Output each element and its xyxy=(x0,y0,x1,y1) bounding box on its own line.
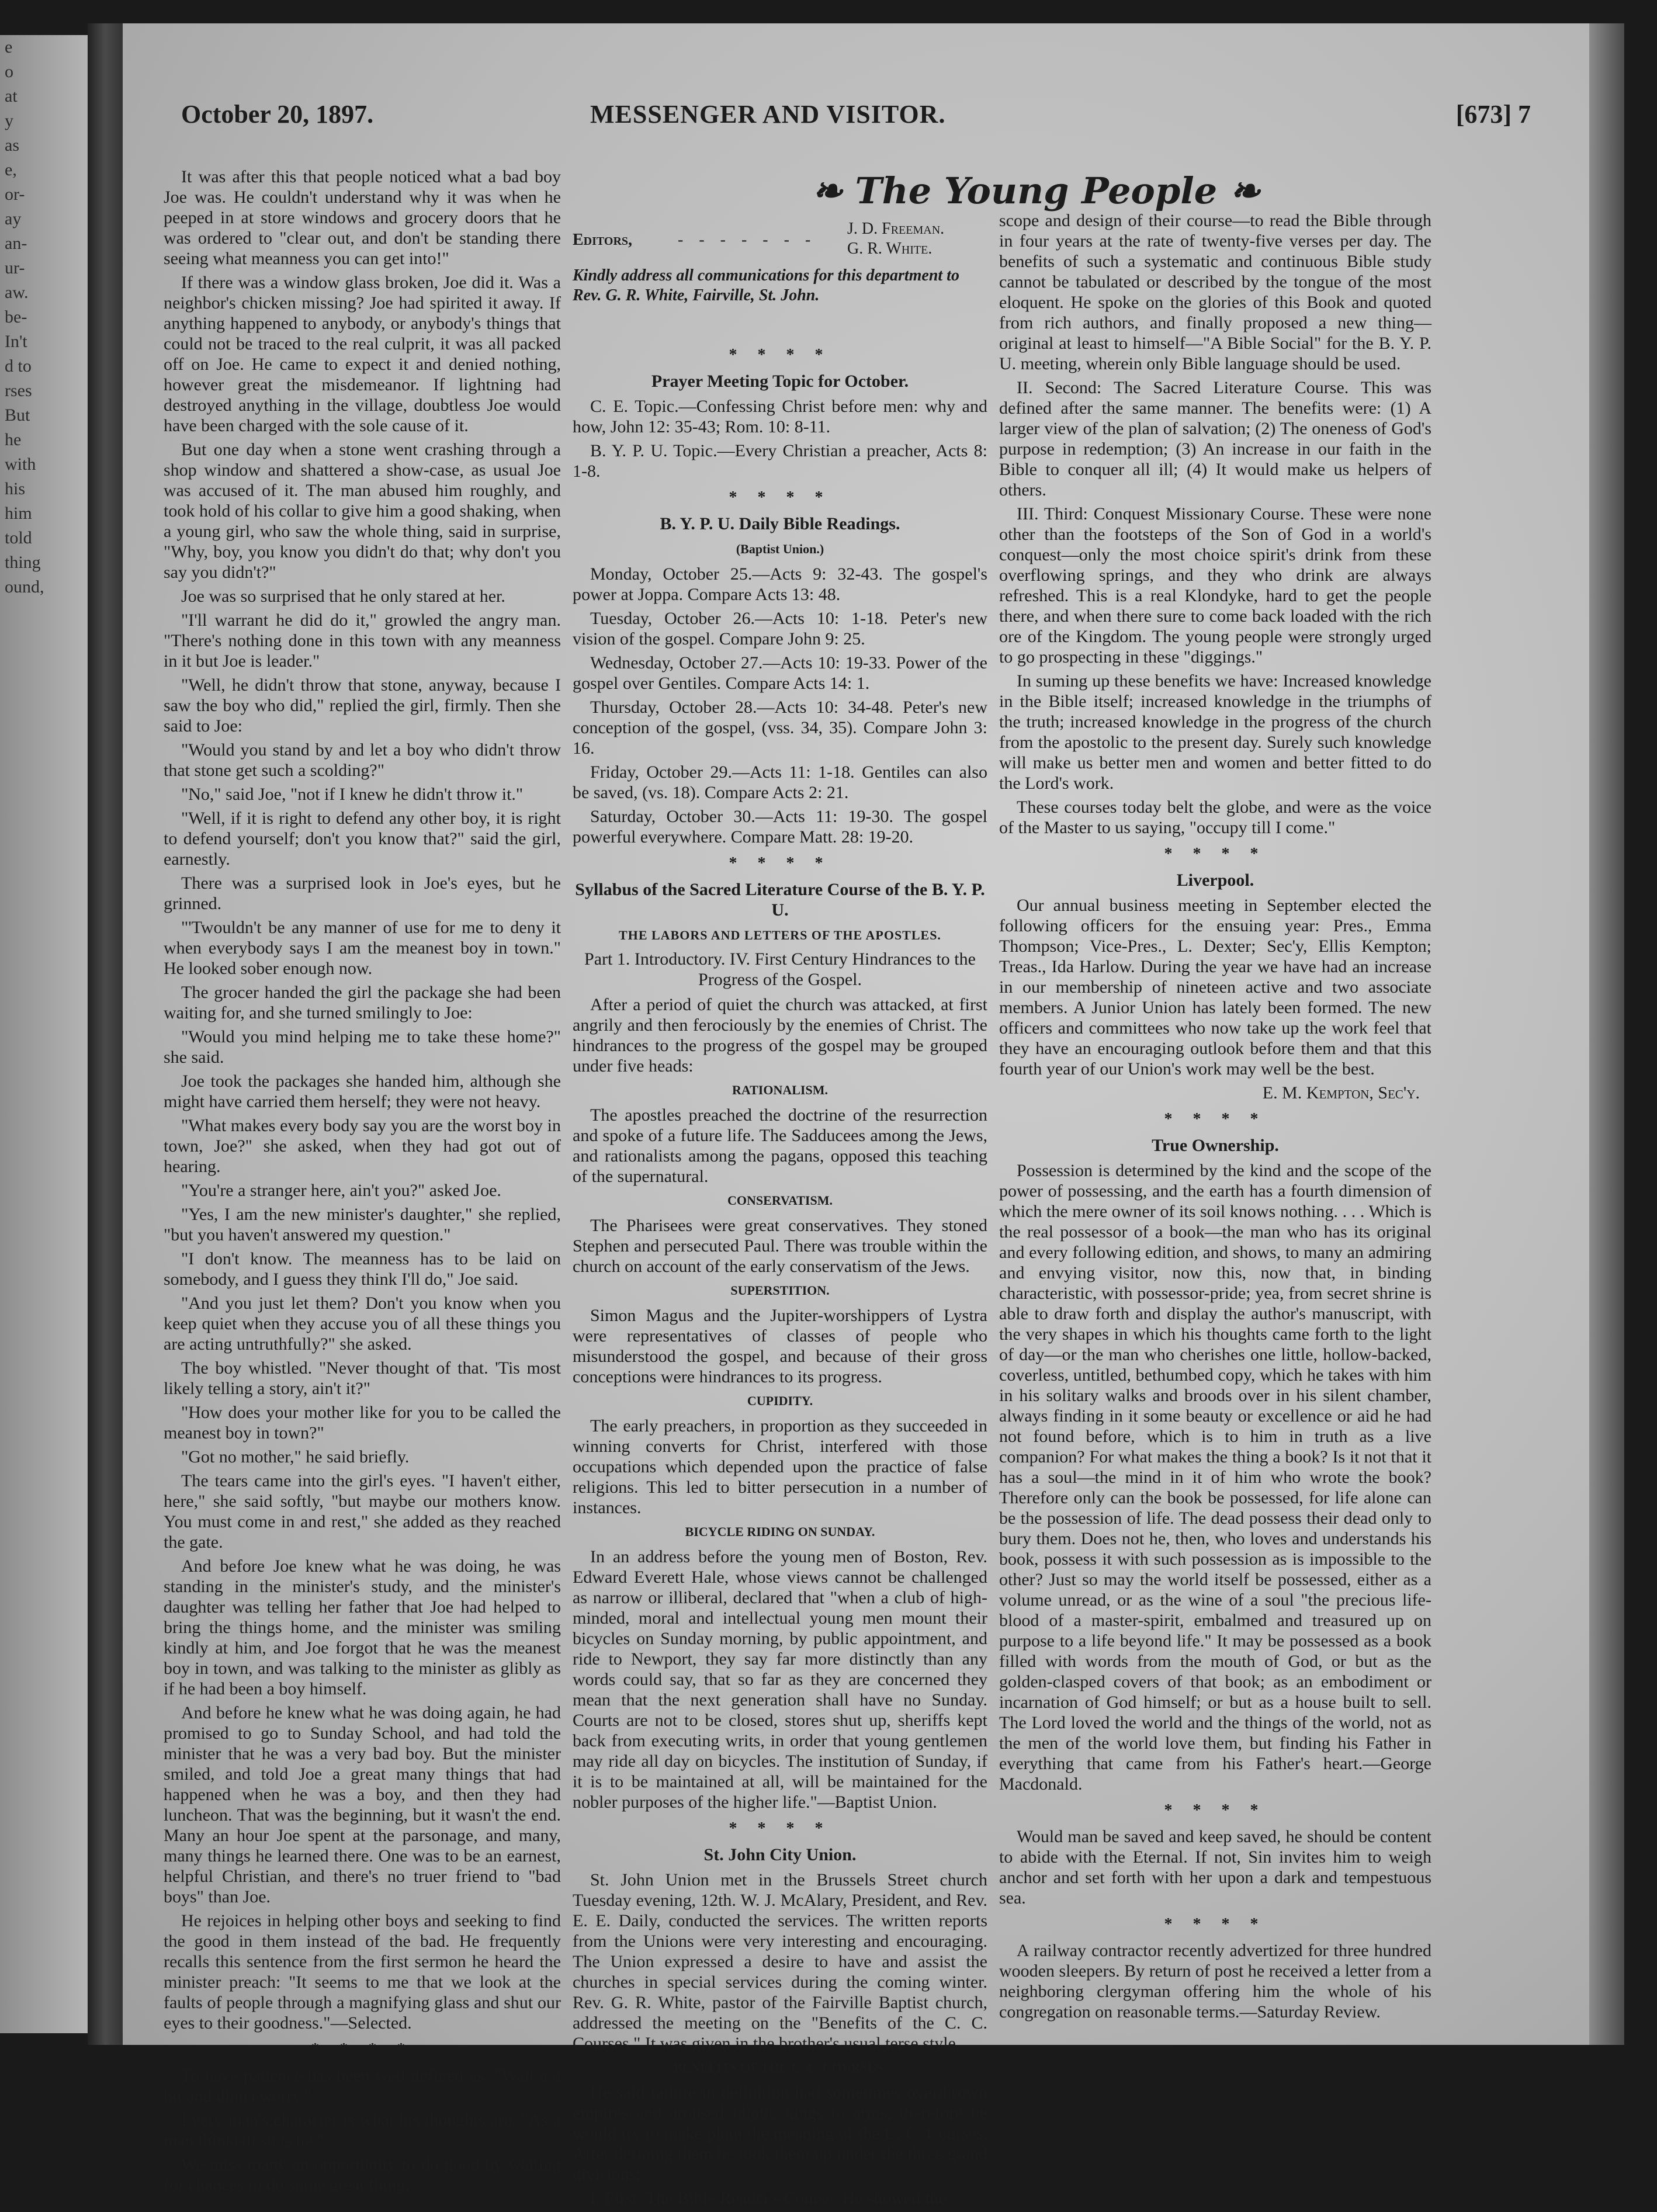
column-2 xyxy=(573,339,987,2212)
paragraph: There was a surprised look in Joe's eyes, but he grinned. xyxy=(164,873,561,913)
paragraph: "And you just let them? Don't you know when you keep quiet when they accuse you of all these things you are acting untruthfully?" she asked. xyxy=(164,1294,561,1354)
separator-stars: * * * * xyxy=(729,346,831,364)
separator-stars: * * * * xyxy=(729,1819,831,1837)
paragraph: Possession is determined by the kind and the scope of the power of possessing, and the earth has a fourth dimension of which the mere owner of its soil knows nothing. . . . Which is the real possessor of a book—the man who has its original and every following edition, and shows, to many an admiring and envying visitor, now this, now that, in binding characteristic, with possessor-pride; yea, from secret shrine is able to draw forth and display the author's manuscript, with the very shapes in which his thoughts came forth to the light of day—or the man who cherishes one little, hollow-backed, coverless, untitled, bethumbed copy, which he takes with him in his solitary walks and broods over in his silent chamber, always finding in it some beauty or excellence or aid he had not found before, which is to him in truth as a live companion? For what makes the thing a book? Is it not that it has a soul—the mind in it of him who wrote the book? Therefore only can the book be possessed, for life alone can be the possession of life. The dead possess their dead only to bury them. Does not he, then, who loves and understands his book, possess it with such possession as is impossible to the other? Just so may the world itself be possessed, either as a volume unread, or as the wine of a soul "the precious life-blood of a master-spirit, embalmed and treasured up on purpose to a life beyond life." It may be possessed as a book filled with words from the mouth of God, or but as the golden-clasped covers of that book; as an embodiment or incarnation of God himself; or but as a house built to sell. The Lord loved the world and the things of the world, not as the men of the world love them, but finding his Father in everything that came from his Father's heart.—George Macdonald. xyxy=(999,1161,1431,1794)
paragraph: "How does your mother like for you to be called the meanest boy in town?" xyxy=(164,1403,561,1443)
paragraph: scope and design of their course—to read the Bible through in four years at the rate of twenty-five verses per day. The benefits of such a systematic and continuous Bible study cannot be tabulated or described by the tongue of the most eloquent. He spoke on the glories of this Book and quoted from rich authors, and finally proposed a new thing—original at least to himself—"A Bible Social" for the B. Y. P. U. meeting, wherein only Bible language should be used. xyxy=(999,211,1431,373)
editors-leader: - - - - - - - xyxy=(678,231,817,249)
previous-page-fragment: But xyxy=(5,405,30,425)
paragraph: "Well, he didn't throw that stone, anyway, because I saw the boy who did," replied the girl, firmly. Then she said to Joe: xyxy=(164,675,561,736)
previous-page-fragment: he xyxy=(5,430,22,449)
separator-stars: * * * * xyxy=(1164,1915,1267,1933)
subheading: CONSERVATISM. xyxy=(727,1193,833,1208)
previous-page-fragment: told xyxy=(5,528,32,547)
syllabus-part: Part 1. Introductory. IV. First Century Hindrances to the Progress of the Gospel. xyxy=(584,949,976,989)
previous-page-fragment: rses xyxy=(5,381,32,400)
paragraph: These courses today belt the globe, and were as the voice of the Master to us saying, "occupy till I come." xyxy=(999,798,1431,837)
previous-page-fragment: e xyxy=(5,37,13,57)
paragraph: "Would you stand by and let a boy who didn't throw that stone get such a scolding?" xyxy=(164,740,561,780)
previous-page-fragment: ay xyxy=(5,209,22,228)
separator-stars: * * * * xyxy=(1164,1801,1267,1819)
book-gutter xyxy=(88,23,123,2045)
section-title-text: The Young People xyxy=(855,169,1218,212)
editor-name: G. R. White. xyxy=(847,240,933,258)
paragraph: "Would you mind helping me to take these home?" she said. xyxy=(164,1027,561,1067)
paragraph: B. Y. P. U. Topic.—Every Christian a preacher, Acts 8: 1-8. xyxy=(573,441,987,481)
paragraph: "Yes, I am the new minister's daughter," she replied, "but you haven't answered my question." xyxy=(164,1205,561,1244)
paragraph: We miss many an opportunity to do good by waiting for chances to do some great thing. xyxy=(164,2155,561,2194)
editors-label: Editors, xyxy=(573,231,633,249)
separator-stars: * * * * xyxy=(311,2040,414,2058)
paragraph: The tears came into the girl's eyes. "I haven't either, here," she said softly, "but maybe our mothers know. You must come in and rest," she added as they reached the gate. xyxy=(164,1471,561,1552)
column-1 xyxy=(164,167,561,2199)
previous-page-fragment: In't xyxy=(5,332,27,351)
previous-page-fragment: ur- xyxy=(5,258,25,278)
readings-list xyxy=(573,564,987,847)
page-number: [673] 7 xyxy=(1455,100,1531,129)
previous-page-fragment: an- xyxy=(5,234,27,253)
subheading: BICYCLE RIDING ON SUNDAY. xyxy=(685,1524,875,1539)
paragraph: But one day when a stone went crashing through a shop window and shattered a show-case, as usual Joe was accused of it. The man abused him roughly, and took hold of his collar to give him a good shaking, when a young girl, who saw the whole thing, said in surprise, "Why, boy, you know you didn't do that; why don't you say you didn't?" xyxy=(164,440,561,582)
paragraph: The Pharisees were great conservatives. They stoned Stephen and persecuted Paul. There was trouble within the church on account of the early conservatism of the Jews. xyxy=(573,1216,987,1276)
paragraph: "'Twouldn't be any manner of use for me to deny it when everybody says I am the meanest boy in town." He looked sober enough now. xyxy=(164,918,561,978)
paragraph: He rejoices in helping other boys and seeking to find the good in them instead of the bad. He frequently recalls this sentence from the first sermon he heard the minister preach: "It seems to me that we look at the faults of people through a magnifying glass and shut our eyes to their goodness."—Selected. xyxy=(164,1911,561,2033)
short-items xyxy=(164,2065,561,2195)
previous-page-fragment: with xyxy=(5,455,36,474)
paragraph: It was after this that people noticed what a bad boy Joe was. He couldn't understand why it was when he peeped in at store windows and grocery doors that he was ordered to "clear out, and don't be standing there seeing what meanness you can get into!" xyxy=(164,167,561,268)
previous-page-fragment: d to xyxy=(5,356,32,376)
paragraph: "No," said Joe, "not if I knew he didn't throw it." xyxy=(181,785,524,804)
masthead xyxy=(181,99,1531,140)
paragraph: The early preachers, in proportion as they succeeded in winning converts for Christ, interfered with those occupations which depended upon the practice of false religions. This led to bitter persecution in a number of instances. xyxy=(573,1416,987,1517)
reading-item: Saturday, October 30.—Acts 11: 19-30. The gospel powerful everywhere. Compare Matt. 28: 19-20. xyxy=(573,807,987,847)
paragraph: He said failure in definition had sometimes overthrown empires and aroused idiotic kings to arms, therefore he would try to make plain the meaning of the C. C. Courses. After defining them he took them up under the three grand divisions: xyxy=(573,2083,987,2184)
paragraph: Would man be saved and keep saved, he should be content to abide with the Eternal. If not, Sin invites him to weigh anchor and set forth with her upon a dark and tempestuous sea. xyxy=(999,1827,1431,1908)
separator-stars: * * * * xyxy=(1164,1110,1267,1128)
paragraph: I. First: The Bible Reader's Course. He showed the xyxy=(590,2189,947,2208)
previous-page-fragment: o xyxy=(5,62,13,81)
readings-heading: B. Y. P. U. Daily Bible Readings. xyxy=(660,514,900,533)
paragraph: In suming up these benefits we have: Increased knowledge in the Bible itself; increased knowledge in the triumphs of the truth; increased knowledge in the progress of the church from the apostolic to the present day. Surely such knowledge will make us better men and women and better fitted to do the Lord's work. xyxy=(999,671,1431,793)
paragraph: And before he knew what he was doing again, he had promised to go to Sunday School, and had told the minister that he was a very bad boy. But the minister smiled, and told Joe a great many things that had happened when he was a boy, and then they had luncheon. That was the beginning, but it wasn't the end. Many an hour Joe spent at the parsonage, and many, many things he learned there. One was to be an earnest, helpful Christian, and there's no truer friend to "bad boys" than Joe. xyxy=(164,1703,561,1906)
syllabus-heading: Syllabus of the Sacred Literature Course of the B. Y. P. U. xyxy=(575,880,985,920)
previous-page-fragment: e, xyxy=(5,160,17,179)
editors-names xyxy=(847,219,944,259)
subheading: BENEFITS OF THE C. C. COURSES. xyxy=(673,2060,887,2075)
previous-page-strip xyxy=(0,35,88,2033)
subheading: CUPIDITY. xyxy=(747,1393,813,1408)
paragraph: After a period of quiet the church was attacked, at first angrily and then ferociously by the enemies of Christ. The hindrances to the progress of the gospel may be grouped under five heads: xyxy=(573,995,987,1076)
liverpool-heading: Liverpool. xyxy=(1176,871,1254,890)
subheading: RATIONALISM. xyxy=(732,1083,828,1097)
page-edge xyxy=(1589,23,1624,2045)
reading-item: Friday, October 29.—Acts 11: 1-18. Gentiles can also be saved, (vs. 18). Compare Acts 2: 21. xyxy=(573,762,987,802)
paragraph: The boy whistled. "Never thought of that. 'Tis most likely telling a story, ain't it?" xyxy=(164,1358,561,1398)
reading-item: Wednesday, October 27.—Acts 10: 19-33. Power of the gospel over Gentiles. Compare Acts 14: 1. xyxy=(573,653,987,693)
previous-page-fragment: as xyxy=(5,136,19,155)
previous-page-fragment: his xyxy=(5,479,26,498)
paragraph: Every man's character is what his thoughts are. "As a man thinketh so is he." xyxy=(164,2110,561,2150)
paragraph: "I'll warrant he did do it," growled the angry man. "There's nothing done in this town with any meanness in it but Joe is leader." xyxy=(164,611,561,671)
subheading: SUPERSTITION. xyxy=(730,1283,830,1298)
paragraph: The apostles preached the doctrine of the resurrection and spoke of a future life. The Sadducees among the Jews, and rationalists among the pagans, opposed this teaching of the supernatural. xyxy=(573,1105,987,1186)
paper-title: MESSENGER AND VISITOR. xyxy=(590,100,946,129)
separator-stars: * * * * xyxy=(1164,845,1267,863)
previous-page-fragment: or- xyxy=(5,185,25,204)
previous-page-fragment: at xyxy=(5,86,18,106)
previous-page-fragment: be- xyxy=(5,307,27,327)
previous-page-fragment: y xyxy=(5,111,13,130)
paragraph: In an address before the young men of Boston, Rev. Edward Everett Hale, whose views cannot be challenged as narrow or illiberal, declared that "when a club of high-minded, moral and intellectual young men mount their bicycles on Sunday morning, by public appointment, and ride to Newport, they say far more distinctly than any words could say, that so far as they are concerned they mean that the next generation shall have no Sunday. Courts are not to be closed, stores shut up, sheriffs kept back from executing writs, in order that young gentlemen may ride all day on bicycles. The institution of Sunday, if it is to be maintained at all, will be maintained for the nobler purposes of the higher life."—Baptist Union. xyxy=(573,1547,987,1812)
paragraph: "I don't know. The meanness has to be laid on somebody, and I guess they think I'll do," Joe said. xyxy=(164,1249,561,1289)
section-title: ❧ The Young People ❧ xyxy=(812,169,1260,212)
paragraph: "Well, if it is right to defend any other boy, it is right to defend yourself; don't you know that?" said the girl, earnestly. xyxy=(164,809,561,869)
issue-date: October 20, 1897. xyxy=(181,100,374,129)
paragraph: "Got no mother," he said briefly. xyxy=(181,1447,410,1466)
ownership-heading: True Ownership. xyxy=(1152,1136,1279,1155)
signature: E. M. Kempton, Sec'y. xyxy=(1262,1083,1420,1102)
paragraph: Joe took the packages she handed him, although she might have carried them herself; they were not heavy. xyxy=(164,1072,561,1111)
paragraph: If there was a window glass broken, Joe did it. Was a neighbor's chicken missing? Joe had spirited it away. If anything happened to anybody, or anybody's things that could not be traced to the real culprit, it was all packed off on Joe. He came to expect it and denied nothing, however great the misdemeanor. If lightning had destroyed anything in the village, doubtless Joe would have been charged with the sole cause of it. xyxy=(164,273,561,435)
separator-stars: * * * * xyxy=(729,854,831,872)
paragraph: "You're a stranger here, ain't you?" asked Joe. xyxy=(181,1181,501,1200)
editor-name: J. D. Freeman. xyxy=(847,220,945,238)
paragraph: The grocer handed the girl the package she had been waiting for, and she turned smilingly to Joe: xyxy=(164,983,561,1022)
paragraph: Simon Magus and the Jupiter-worshippers of Lystra were representatives of classes of people who misunderstood the gospel, and because of their gross conceptions were hindrances to its progress. xyxy=(573,1306,987,1386)
reading-item: Tuesday, October 26.—Acts 10: 1-18. Peter's new vision of the gospel. Compare John 9: 25. xyxy=(573,609,987,649)
previous-page-fragment: him xyxy=(5,504,32,523)
paragraph: And before Joe knew what he was doing, he was standing in the minister's study, and the minister's daughter was telling her father that Joe had helped to bring the things home, and the minister was smiling kindly at him, and Joe forgot that he was the meanest boy in town, and was talking to the minister as glibly as if he had been a boy himself. xyxy=(164,1556,561,1698)
reading-item: Thursday, October 28.—Acts 10: 34-48. Peter's new conception of the gospel, (vss. 34, 35). Compare John 3: 16. xyxy=(573,698,987,758)
paragraph: "What makes every body say you are the worst boy in town, Joe?" she asked, when they had got out of hearing. xyxy=(164,1116,561,1176)
story-body xyxy=(164,167,561,2033)
stjohn-heading: St. John City Union. xyxy=(703,1845,857,1864)
paragraph: C. E. Topic.—Confessing Christ before men: why and how, John 12: 35-43; Rom. 10: 8-11. xyxy=(573,397,987,436)
newspaper-page xyxy=(123,23,1624,2208)
paragraph: III. Third: Conquest Missionary Course. These were none other than the footsteps of the Son of God in a world's conquest—only the most choice spirit's drink from these overflowing springs, and they who drink are always refreshed. This is a real Klondyke, hard to get the people there, and when there sure to come back loaded with the rich ore of the Kingdom. The young people were strongly urged to go prospecting in these "diggings." xyxy=(999,504,1431,667)
paragraph: II. Second: The Sacred Literature Course. This was defined after the same manner. The benefits were: (1) A larger view of the plan of salvation; (2) The oneness of God's purpose in redemption; (3) An increase in our faith in the Bible to conquer all ill; (4) It would make us helpers of others. xyxy=(999,378,1431,500)
separator-stars: * * * * xyxy=(729,488,831,507)
previous-page-fragment: aw. xyxy=(5,283,29,302)
paragraph: Joe was so surprised that he only stared at her. xyxy=(181,587,505,606)
syllabus-subheading: THE LABORS AND LETTERS OF THE APOSTLES. xyxy=(619,928,941,942)
readings-subheading: (Baptist Union.) xyxy=(736,542,824,556)
previous-page-fragment: thing xyxy=(5,553,41,572)
editors-note: Kindly address all communications for this department to Rev. G. R. White, Fairville, St. John. xyxy=(573,266,959,304)
paragraph: Our annual business meeting in September elected the following officers for the ensuing year: Pres., Emma Thompson; Vice-Pres., L. Dexter; Sec'y, Ellis Kempton; Treas., Ida Harlow. During the year we have had an increase in our membership of nineteen active and two associate members. A Junior Union has lately been formed. The new officers and committees who now take up the work feel that they have an encouraging outlook before them and that this fourth year of our Union's work may well be the best. xyxy=(999,896,1431,1079)
column-3 xyxy=(999,210,1431,2026)
paragraph: St. John Union met in the Brussels Street church Tuesday evening, 12th. W. J. McAlary, President, and Rev. E. E. Daily, conducted the services. The written reports from the Unions were very interesting and encouraging. The Union expressed a desire to have and assist the churches in special services during the coming winter. Rev. G. R. White, pastor of the Fairville Baptist church, addressed the meeting on the "Benefits of the C. C. Courses." It was given in the brother's usual terse style. xyxy=(573,1870,987,2053)
paragraph: To have patience has been well defined as: "Wait a a bit and dinna worry." xyxy=(164,2066,561,2106)
paragraph: A railway contractor recently advertized for three hundred wooden sleepers. By return of post he received a letter from a neighboring clergyman offering him the whole of his congregation on reasonable terms.—Saturday Review. xyxy=(999,1941,1431,2022)
previous-page-fragment: ound, xyxy=(5,577,44,597)
reading-item: Monday, October 25.—Acts 9: 32-43. The gospel's power at Joppa. Compare Acts 13: 48. xyxy=(573,564,987,604)
prayer-topic-heading: Prayer Meeting Topic for October. xyxy=(651,372,909,391)
